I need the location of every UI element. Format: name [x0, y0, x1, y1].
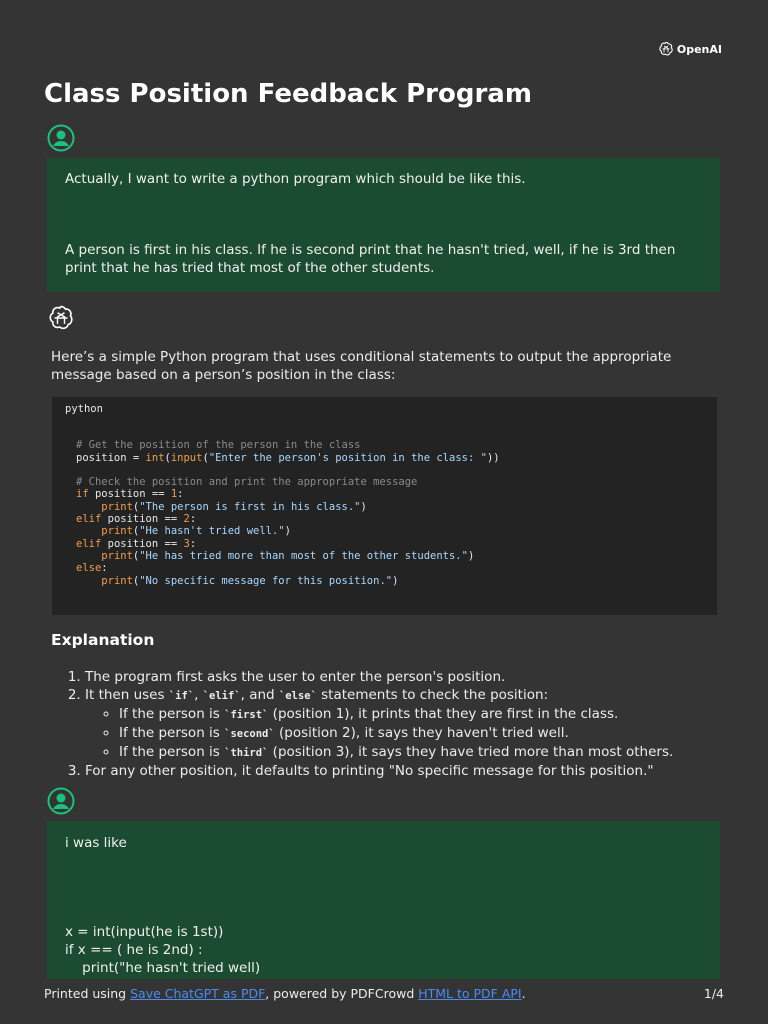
list-item: 3. For any other position, it defaults to printing "No specific message for this position." — [85, 762, 765, 780]
save-chatgpt-link[interactable]: Save ChatGPT as PDF — [130, 986, 266, 1001]
user-avatar-icon — [47, 787, 75, 815]
message-text: if x == ( he is 2nd) : — [65, 942, 203, 958]
code-line: elif position == 2: — [76, 513, 197, 526]
brand-name: OpenAI — [676, 42, 722, 56]
user-message — [47, 821, 720, 979]
user-avatar-icon — [47, 124, 75, 152]
page-number: 1/4 — [703, 986, 724, 1001]
list-item: 2. It then uses `if`, `elif`, and `else` statements to check the position: ◦ If the person is `first` (position 1), it prints that they are first in the class. ◦ If the person is `second` (position 2), it says they haven't tried well. ◦ If the person is `third` (position 3), it says they have tried more than most others. — [85, 686, 765, 762]
message-text: x = int(input(he is 1st)) — [65, 924, 224, 940]
footer — [44, 986, 724, 1001]
code-line: # Check the position and print the appropriate message — [76, 476, 418, 489]
list-item: 1. The program first asks the user to enter the person's position. — [85, 668, 765, 686]
message-text: i was like — [65, 835, 127, 851]
html-to-pdf-link[interactable]: HTML to PDF API — [418, 986, 522, 1001]
code-block — [52, 397, 717, 615]
code-line: print("The person is first in his class.") — [101, 500, 367, 513]
code-line: elif position == 3: — [76, 537, 197, 550]
message-text: print("he hasn't tried well) — [65, 960, 261, 976]
code-line — [65, 464, 704, 476]
code-line: position = int(input("Enter the person's position in the class: ")) — [76, 451, 500, 464]
message-text: A person is first in his class. If he is second print that he hasn't tried, well, if he is 3rd then print that he has tried that most of the other students. — [65, 242, 676, 276]
code-language-label: python — [65, 403, 103, 415]
chatgpt-avatar-icon — [47, 304, 75, 332]
code-line: print("He has tried more than most of the other students.") — [101, 549, 475, 562]
openai-icon — [658, 41, 674, 57]
code-line: if position == 1: — [76, 488, 184, 501]
code-line: # Get the position of the person in the class — [76, 439, 361, 452]
page-title: Class Position Feedback Program — [44, 79, 532, 109]
user-message — [47, 158, 720, 292]
list-item: ◦ If the person is `first` (position 1), it prints that they are first in the class. — [119, 705, 765, 724]
code-line: print("He hasn't tried well.") — [101, 525, 291, 538]
explanation-heading: Explanation — [51, 631, 155, 649]
openai-logo — [658, 41, 722, 57]
message-text: Actually, I want to write a python program which should be like this. — [65, 171, 526, 187]
assistant-intro: Here’s a simple Python program that uses conditional statements to output the appropriate message based on a person’s position in the class: — [51, 349, 672, 383]
code-line: print("No specific message for this position.") — [101, 574, 399, 587]
footer-text: Printed using Save ChatGPT as PDF, powered by PDFCrowd HTML to PDF API. — [44, 986, 526, 1001]
code-line: else: — [76, 562, 108, 575]
list-item: ◦ If the person is `third` (position 3), it says they have tried more than most others. — [119, 743, 765, 762]
list-item: ◦ If the person is `second` (position 2), it says they haven't tried well. — [119, 724, 765, 743]
explanation-list — [51, 668, 765, 780]
